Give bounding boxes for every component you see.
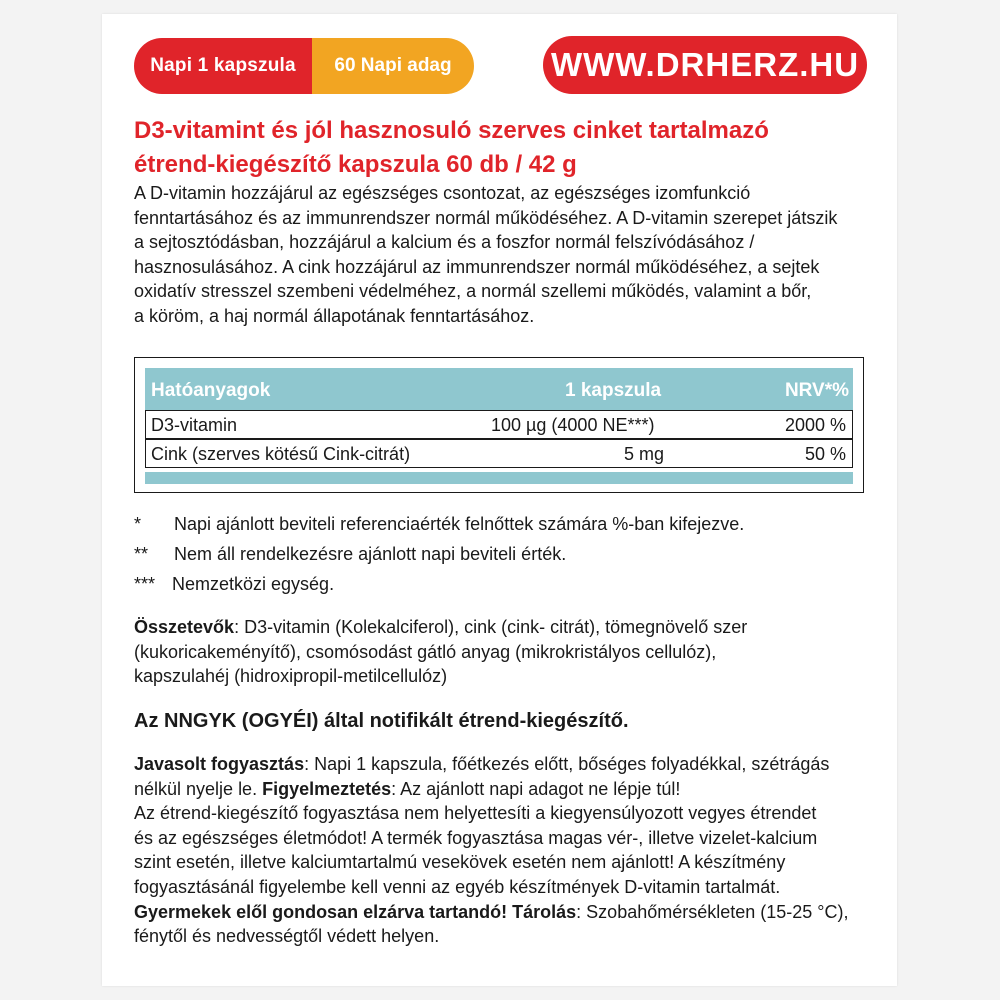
website-badge[interactable]: WWW.DRHERZ.HU [543,36,867,94]
intro-text [134,181,874,329]
intro-line: A D-vitamin hozzájárul az egészséges csontozat, az egészséges izomfunkció [134,183,751,203]
usage-line [134,900,874,925]
header-per-capsule: 1 kapszula [565,380,662,401]
ingredients-section [134,615,874,689]
product-title [134,114,874,182]
intro-line: hasznosulásához. A cink hozzájárul az immunrendszer normál működéséhez, a sejtek [134,256,820,277]
nutrition-table [134,357,864,493]
footnote-mark: *** [134,574,156,594]
ingredients-line: (kukoricakeményítő), csomósodást gátló anyag (mikrokristályos cellulóz), [134,641,717,662]
usage-text: : Napi 1 kapszula, főétkezés előtt, bőséges folyadékkal, szétrágás [304,754,830,774]
table-footer-band [145,472,853,484]
table-row [145,439,853,468]
ingredients-text: : D3-vitamin (Kolekalciferol), cink (cink- citrát), tömegnövelő szer [234,617,748,637]
cell-ingredient: Cink (szerves kötésű Cink-citrát) [151,444,411,464]
header-active-ingredients: Hatóanyagok [151,380,271,401]
intro-line: a köröm, a haj normál állapotának fenntartásához. [134,305,535,326]
intro-line: a sejtosztódásban, hozzájárul a kalcium és a foszfor normál felszívódásához / [134,232,755,253]
usage-line: és az egészséges életmódot! A termék fogyasztása magas vér-, illetve vizelet-kalcium [134,827,818,848]
warning-label: Figyelmeztetés [262,778,392,799]
usage-label: Javasolt fogyasztás [134,754,305,774]
cell-amount: 100 µg (4000 NE***) [491,415,655,435]
storage-label: Tárolás [512,901,577,922]
notification-statement: Az NNGYK (OGYÉI) által notifikált étrend-kiegészítő. [134,710,629,732]
cell-nrv: 2000 % [784,415,846,435]
table-row [145,410,853,439]
title-line: étrend-kiegészítő kapszula 60 db / 42 g [134,151,577,178]
footnote-text: Napi ajánlott beviteli referenciaérték felnőttek számára %-ban kifejezve. [174,514,745,534]
usage-line: fogyasztásánál figyelembe kell venni az egyéb készítmények D-vitamin tartalmát. [134,876,781,897]
ingredients-line [134,615,874,640]
usage-line [134,777,874,802]
servings-badge: 60 Napi adag [312,38,474,94]
warning-text: : Az ajánlott napi adagot ne lépje túl! [391,778,681,799]
footnote-text: Nem áll rendelkezésre ajánlott napi beviteli érték. [174,544,567,564]
intro-line: fenntartásához és az immunrendszer normál működéséhez. A D-vitamin szerepet játszik [134,207,838,228]
usage-line: Az étrend-kiegészítő fogyasztása nem helyettesíti a kiegyensúlyozott vegyes étrendet [134,803,817,824]
usage-line: szint esetén, illetve kalciumtartalmú vesekövek esetén nem ajánlott! A készítmény [134,852,786,873]
usage-section [134,752,874,949]
daily-dose-badge: Napi 1 kapszula [134,38,312,94]
intro-line: oxidatív stresszel szembeni védelméhez, a normál szellemi működés, valamint a bőr, [134,281,812,302]
header-nrv: NRV*% [784,380,849,401]
usage-line [134,752,874,777]
table-header [145,368,853,412]
storage-text: : Szobahőmérsékleten (15-25 °C), [576,901,849,922]
usage-text: nélkül nyelje le. [134,778,263,799]
ingredients-line: kapszulahéj (hidroxipropil-metilcellulóz) [134,666,448,687]
cell-nrv: 50 % [804,444,846,464]
title-line: D3-vitamint és jól hasznosuló szerves cinket tartalmazó [134,117,769,144]
cell-ingredient: D3-vitamin [151,415,238,435]
usage-line: fénytől és nedvességtől védett helyen. [134,926,440,947]
footnote-mark: * [134,514,142,534]
cell-amount: 5 mg [624,444,665,464]
footnote-mark: ** [134,544,149,564]
dose-badge [134,38,474,94]
footnote-text: Nemzetközi egység. [172,574,335,594]
children-warning: Gyermekek elől gondosan elzárva tartandó! [134,901,508,922]
ingredients-label: Összetevők [134,617,235,637]
